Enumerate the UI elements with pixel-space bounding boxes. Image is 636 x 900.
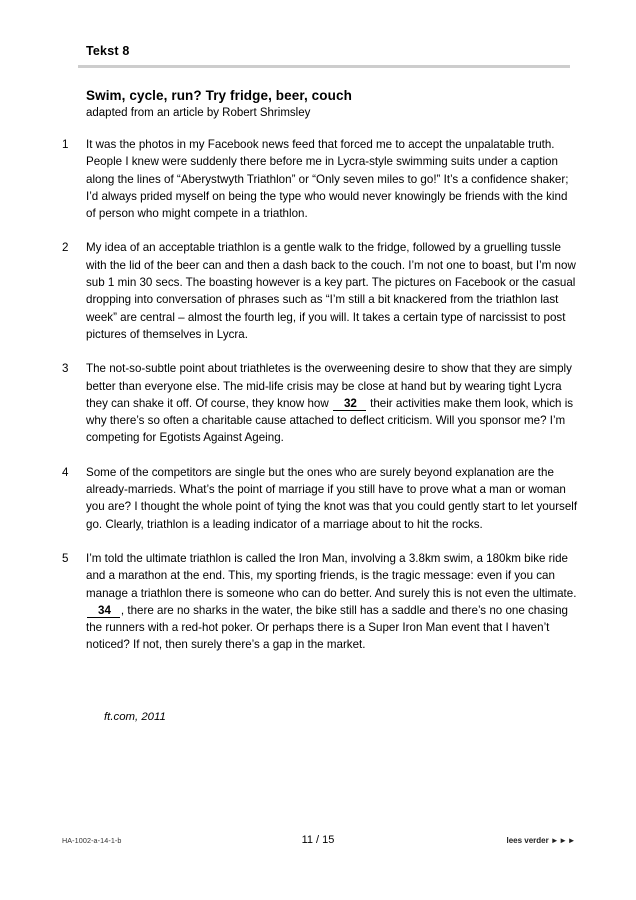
exam-code: HA-1002-a-14-1-b <box>62 836 122 845</box>
article-source: ft.com, 2011 <box>104 711 166 723</box>
paragraph-number: 2 <box>62 241 69 255</box>
article-body <box>62 136 578 671</box>
header-divider <box>78 65 570 68</box>
answer-gap-32[interactable]: 32 <box>333 397 366 411</box>
page-indicator: 11 / 15 <box>301 834 335 846</box>
paragraph <box>62 464 578 533</box>
paragraph-number: 4 <box>62 465 69 479</box>
paragraph-text: My idea of an acceptable triathlon is a gentle walk to the fridge, followed by a gruelling tussle with the lid of the beer can and then a dash back to the couch. I’m not one to boast, but I’m now sub 1 min 30 secs. The boasting however is a key part. The pictures on Facebook or the casual dropping into conversation of phrases such as “I’m still a bit knackered from the triathlon last week” are central – almost the fourth leg, if you will. It takes a certain type of narcissist to post pictures of themselves in Lycra. <box>86 241 576 341</box>
paragraph <box>62 360 578 446</box>
paragraph-text: I’m told the ultimate triathlon is called the Iron Man, involving a 3.8km swim, a 180km bike ride and a marathon at the end. This, my sporting friends, is the tragic message: even if you can manage a triathlon there is someone who can do better. And surely this is not even the ultimate. 34 , there are no sharks in the water, the bike still has a saddle and there’s no one chasing the runners with a red-hot poker. Or perhaps there is a Super Iron Man event that I haven’t noticed? If not, then surely there’s a gap in the market. <box>86 551 577 652</box>
paragraph <box>62 136 578 222</box>
article-title: Swim, cycle, run? Try fridge, beer, couch <box>86 88 352 103</box>
paragraph <box>62 239 578 343</box>
answer-gap-34[interactable]: 34 <box>87 604 120 618</box>
paragraph-number: 3 <box>62 362 69 376</box>
paragraph-text: Some of the competitors are single but the ones who are surely beyond explanation are the already-marrieds. What’s the point of marriage if you still have to prove what a man or woman you are? I thought the whole point of tying the knot was that you could gently start to let yourself go. Clearly, triathlon is a leading indicator of a marriage about to hit the rocks. <box>86 465 578 531</box>
paragraph-text: The not-so-subtle point about triathletes is the overweening desire to show that they are simply better than everyone else. The mid-life crisis may be close at hand but by wearing tight Lycra they can shake it off. Of course, they know how 32 their activities make them look, which is why there’s so often a charitable cause attached to deflect criticism. Will you sponsor me? I’m competing for Egotists Against Ageing. <box>86 362 574 445</box>
paragraph-number: 1 <box>62 138 69 151</box>
text-section-label: Tekst 8 <box>86 44 130 58</box>
paragraph <box>62 550 578 654</box>
paragraph-number: 5 <box>62 551 69 565</box>
continue-label: lees verder <box>506 836 549 845</box>
continue-notice <box>506 836 576 845</box>
paragraph-text: It was the photos in my Facebook news feed that forced me to accept the unpalatable truth. People I knew were suddenly there before me in Lycra-style swimming suits under a caption along the lines of “Aberystwyth Triathlon” or “Only seven miles to go!” It’s a confidence shaker; I’d always prided myself on being the type who would never knowingly be friends with the kind of person who might compete in a triathlon. <box>86 138 569 221</box>
triangle-right-icon: ►►► <box>550 836 576 845</box>
article-credit: adapted from an article by Robert Shrimsley <box>86 107 311 119</box>
